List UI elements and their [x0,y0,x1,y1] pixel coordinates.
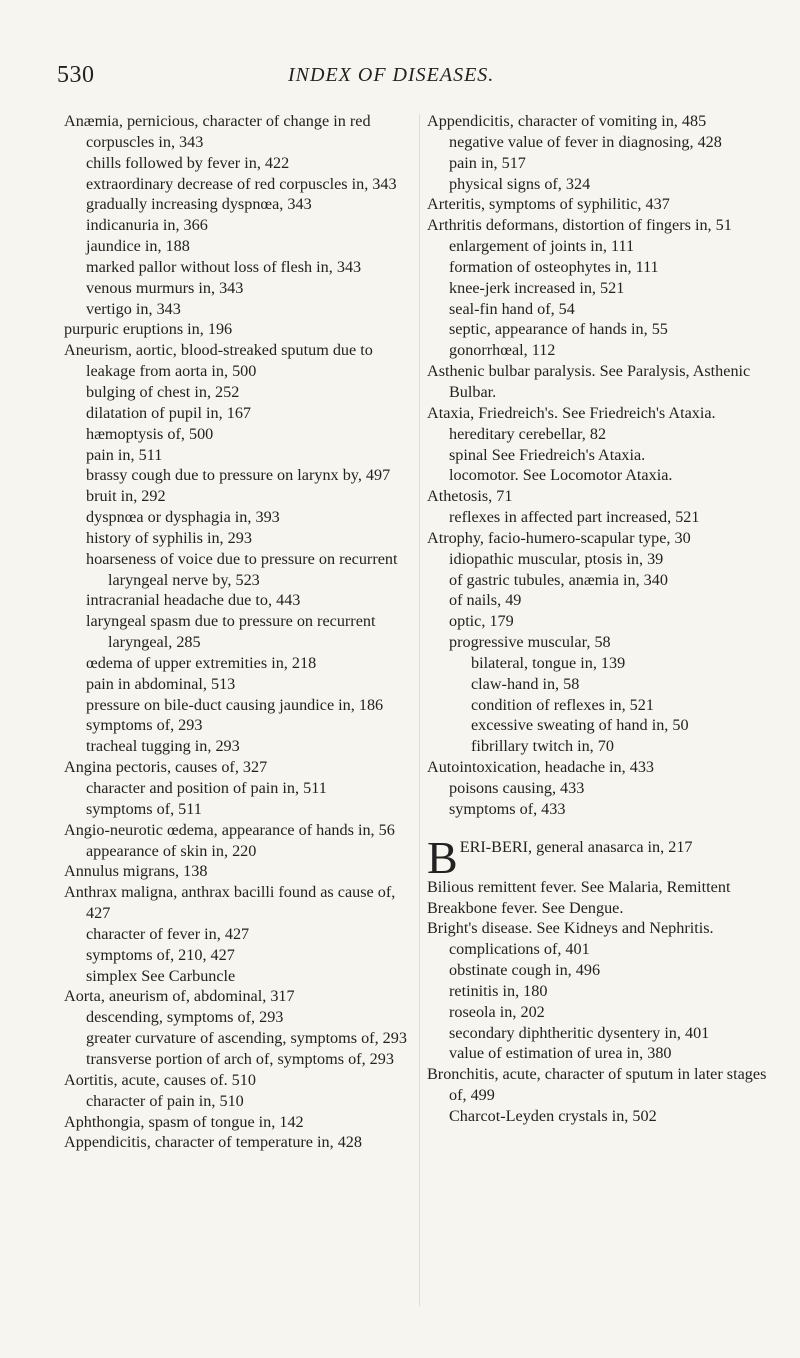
index-subentry: character of fever in, 427 [86,924,250,943]
index-subentry: idiopathic muscular, ptosis in, 39 [449,549,664,568]
index-subentry: spinal See Friedreich's Ataxia. [449,445,646,464]
index-subentry: pain in, 511 [86,445,163,464]
index-subentry: venous murmurs in, 343 [86,278,244,297]
index-subentry: secondary diphtheritic dysentery in, 401 [449,1023,710,1042]
index-entry: Breakbone fever. See Dengue. [427,898,624,917]
index-subentry: gonorrhœal, 112 [449,341,556,360]
index-subentry: marked pallor without loss of flesh in, 343 [86,257,362,276]
index-subentry: hæmoptysis of, 500 [86,424,214,443]
index-entry-text: ERI-BERI, general anasarca in, 217 [459,837,693,856]
index-entry: Angina pectoris, causes of, 327 [64,758,268,777]
index-subentry: locomotor. See Locomotor Ataxia. [449,466,673,485]
index-subentry: œdema of upper extremities in, 218 [86,653,317,672]
drop-cap-letter: B [427,831,458,883]
index-subentry: physical signs of, 324 [449,174,591,193]
index-entry: purpuric eruptions in, 196 [64,320,233,339]
index-subentry: brassy cough due to pressure on larynx by, 497 [86,466,391,485]
index-subentry: excessive sweating of hand in, 50 [471,716,689,735]
index-subentry: of gastric tubules, anæmia in, 340 [449,570,668,589]
index-entry: Aphthongia, spasm of tongue in, 142 [64,1112,304,1131]
index-entry: Atrophy, facio-humero-scapular type, 30 [427,528,691,547]
index-entry: Appendicitis, character of vomiting in, 485 [427,112,707,130]
index-column-right [427,111,773,1127]
index-subentry: dyspnœa or dysphagia in, 393 [86,508,280,527]
section-gap [427,820,773,837]
index-entry: Asthenic bulbar paralysis. See Paralysis, Asthenic Bulbar. [427,362,751,401]
index-subentry: complications of, 401 [449,940,590,959]
index-subentry: value of estimation of urea in, 380 [449,1044,672,1063]
index-subentry: indicanuria in, 366 [86,216,208,235]
index-subentry: appearance of skin in, 220 [86,841,257,860]
index-entry: Arteritis, symptoms of syphilitic, 437 [427,195,670,214]
index-subentry: knee-jerk increased in, 521 [449,278,625,297]
running-title: INDEX OF DISEASES. [288,64,495,86]
index-subentry: fibrillary twitch in, 70 [471,737,614,756]
index-subentry: vertigo in, 343 [86,299,181,318]
index-subentry: symptoms of, 293 [86,716,203,735]
index-subentry: pain in abdominal, 513 [86,674,236,693]
index-subentry: septic, appearance of hands in, 55 [449,320,668,339]
index-entry: Ataxia, Friedreich's. See Friedreich's Ataxia. [427,403,716,422]
index-subentry: poisons causing, 433 [449,779,585,797]
index-column-right-b-section [427,877,773,1127]
index-subentry: character of pain in, 510 [86,1091,244,1110]
index-subentry: negative value of fever in diagnosing, 428 [449,132,722,151]
index-subentry: Charcot-Leyden crystals in, 502 [449,1106,657,1125]
index-entry: Autointoxication, headache in, 433 [427,758,655,777]
index-subentry: pressure on bile-duct causing jaundice in, 186 [86,695,384,714]
index-subentry: simplex See Carbuncle [86,966,236,985]
index-subentry: transverse portion of arch of, symptoms of, 293 [86,1049,394,1068]
index-entry-beri-beri [427,831,773,883]
index-subentry: formation of osteophytes in, 111 [449,257,659,276]
index-column-right-a-section [427,111,773,820]
index-entry: Aneurism, aortic, blood-streaked sputum due to leakage from aorta in, 500 [64,341,373,381]
index-subentry: bilateral, tongue in, 139 [471,653,626,672]
index-subentry: enlargement of joints in, 111 [449,237,635,256]
index-entry: Anæmia, pernicious, character of change in red corpuscles in, 343 [64,112,371,151]
index-subentry: greater curvature of ascending, symptoms of, 293 [86,1029,407,1048]
index-entry: Bilious remittent fever. See Malaria, Remittent [427,877,731,896]
index-subentry: hereditary cerebellar, 82 [449,424,607,443]
index-subentry: reflexes in affected part increased, 521 [449,508,700,527]
page-number: 530 [57,62,95,88]
index-subentry: character and position of pain in, 511 [86,779,327,797]
index-subentry: symptoms of, 511 [86,799,202,818]
index-subentry: of nails, 49 [449,591,522,610]
index-entry: Appendicitis, character of temperature in, 428 [64,1133,362,1152]
index-subentry: jaundice in, 188 [86,237,190,256]
index-entry: Aortitis, acute, causes of. 510 [64,1070,256,1089]
index-entry: Anthrax maligna, anthrax bacilli found as cause of, 427 [64,883,396,923]
index-subentry: gradually increasing dyspnœa, 343 [86,195,312,214]
index-column-left [64,111,409,1153]
index-subentry: chills followed by fever in, 422 [86,153,290,172]
index-subentry: hoarseness of voice due to pressure on recurrent laryngeal nerve by, 523 [86,549,398,589]
index-entry: Annulus migrans, 138 [64,862,208,881]
index-entry: Bright's disease. See Kidneys and Nephritis. [427,919,714,938]
index-subentry: extraordinary decrease of red corpuscles in, 343 [86,174,397,193]
index-subentry: claw-hand in, 58 [471,674,580,693]
index-subentry: obstinate cough in, 496 [449,961,601,980]
index-subentry: bulging of chest in, 252 [86,382,240,401]
index-subentry: retinitis in, 180 [449,981,548,1000]
index-subentry: bruit in, 292 [86,487,166,506]
index-entry: Aorta, aneurism of, abdominal, 317 [64,987,295,1006]
index-subentry: laryngeal spasm due to pressure on recurrent laryngeal, 285 [86,612,376,652]
index-subentry: tracheal tugging in, 293 [86,737,240,756]
index-subentry: dilatation of pupil in, 167 [86,403,252,422]
index-subentry: condition of reflexes in, 521 [471,695,654,714]
index-entry: Angio-neurotic œdema, appearance of hands in, 56 [64,820,395,839]
index-subentry: intracranial headache due to, 443 [86,591,301,610]
index-subentry: history of syphilis in, 293 [86,528,252,547]
index-entry: Arthritis deformans, distortion of fingers in, 51 [427,216,732,235]
index-subentry: descending, symptoms of, 293 [86,1008,284,1027]
column-divider [419,114,420,1306]
index-subentry: symptoms of, 210, 427 [86,945,235,964]
index-subentry: symptoms of, 433 [449,799,566,818]
index-entry: Athetosis, 71 [427,487,513,506]
index-subentry: pain in, 517 [449,153,526,172]
index-subentry: optic, 179 [449,612,514,631]
index-subentry: seal-fin hand of, 54 [449,299,575,318]
index-entry: Bronchitis, acute, character of sputum in later stages of, 499 [427,1065,767,1105]
index-subentry: progressive muscular, 58 [449,633,611,652]
index-subentry: roseola in, 202 [449,1002,545,1021]
page-header [57,62,757,92]
